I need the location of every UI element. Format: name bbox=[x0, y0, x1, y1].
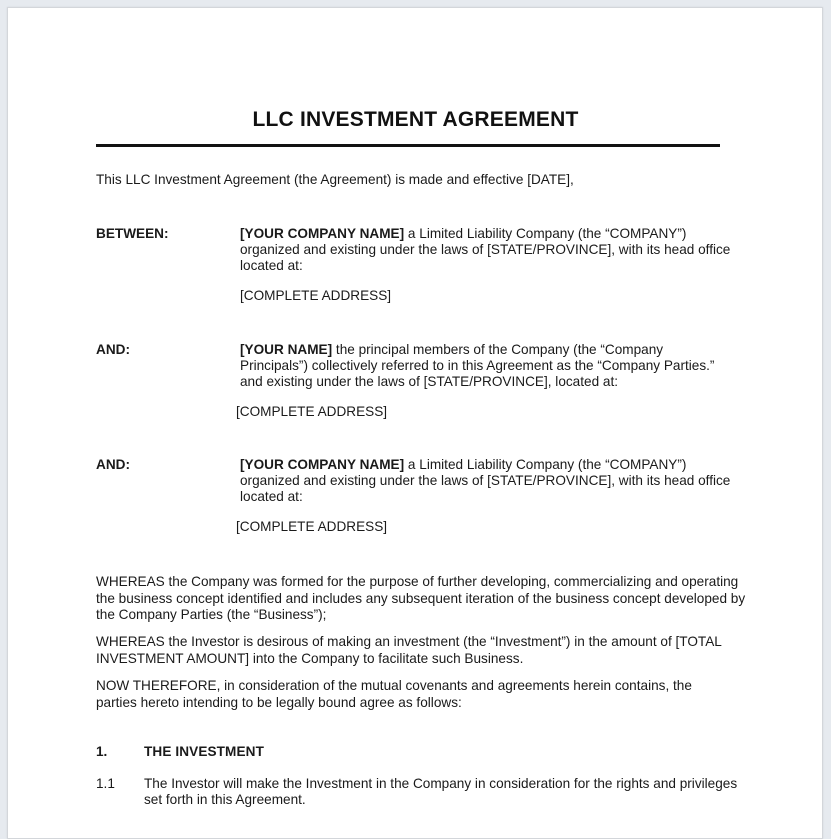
party-details: a Limited Liability Company (the “COMPANY”) organized and existing under the laws of [STATE/PROVINCE], with its head office located at: bbox=[240, 226, 731, 273]
clause-number: 1.1 bbox=[96, 776, 115, 791]
party-details: a Limited Liability Company (the “COMPANY”) organized and existing under the laws of [STATE/PROVINCE], with its head office located at: bbox=[240, 457, 731, 504]
party-label: AND: bbox=[96, 457, 130, 472]
title-underline bbox=[96, 144, 720, 147]
document-title: LLC INVESTMENT AGREEMENT bbox=[252, 108, 579, 131]
section-number: 1. bbox=[96, 744, 108, 759]
clause-text: The Investor will make the Investment in the Company in consideration for the rights and privileges set forth in this Agreement. bbox=[144, 776, 738, 807]
party-label: BETWEEN: bbox=[96, 226, 169, 241]
recital-paragraph: WHEREAS the Investor is desirous of making an investment (the “Investment”) in the amount of [TOTAL INVESTMENT AMOUNT] into the Company to facilitate such Business. bbox=[96, 634, 722, 666]
party-address: [COMPLETE ADDRESS] bbox=[240, 288, 392, 303]
party-name: [YOUR NAME] bbox=[240, 342, 333, 357]
party-address: [COMPLETE ADDRESS] bbox=[236, 404, 388, 419]
party-name: [YOUR COMPANY NAME] bbox=[240, 457, 405, 472]
party-description bbox=[240, 226, 740, 274]
section-title: THE INVESTMENT bbox=[144, 744, 264, 759]
party-address: [COMPLETE ADDRESS] bbox=[236, 519, 388, 534]
recital-paragraph: WHEREAS the Company was formed for the purpose of further developing, commercializing and operating the business concept identified and includes any subsequent iteration of the business concept developed by the Company Parties (the “Business”); bbox=[96, 574, 746, 622]
party-label: AND: bbox=[96, 342, 130, 357]
recital-paragraph: NOW THEREFORE, in consideration of the mutual covenants and agreements herein contains, the parties hereto intending to be legally bound agree as follows: bbox=[96, 678, 692, 710]
party-description bbox=[240, 457, 740, 505]
intro-paragraph: This LLC Investment Agreement (the Agreement) is made and effective [DATE], bbox=[96, 172, 574, 187]
party-name: [YOUR COMPANY NAME] bbox=[240, 226, 405, 241]
party-description bbox=[240, 342, 732, 390]
party-details: the principal members of the Company (the “Company Principals”) collectively referred to in this Agreement as the “Company Parties.” and existing under the laws of [STATE/PROVINCE], located at: bbox=[240, 342, 715, 389]
